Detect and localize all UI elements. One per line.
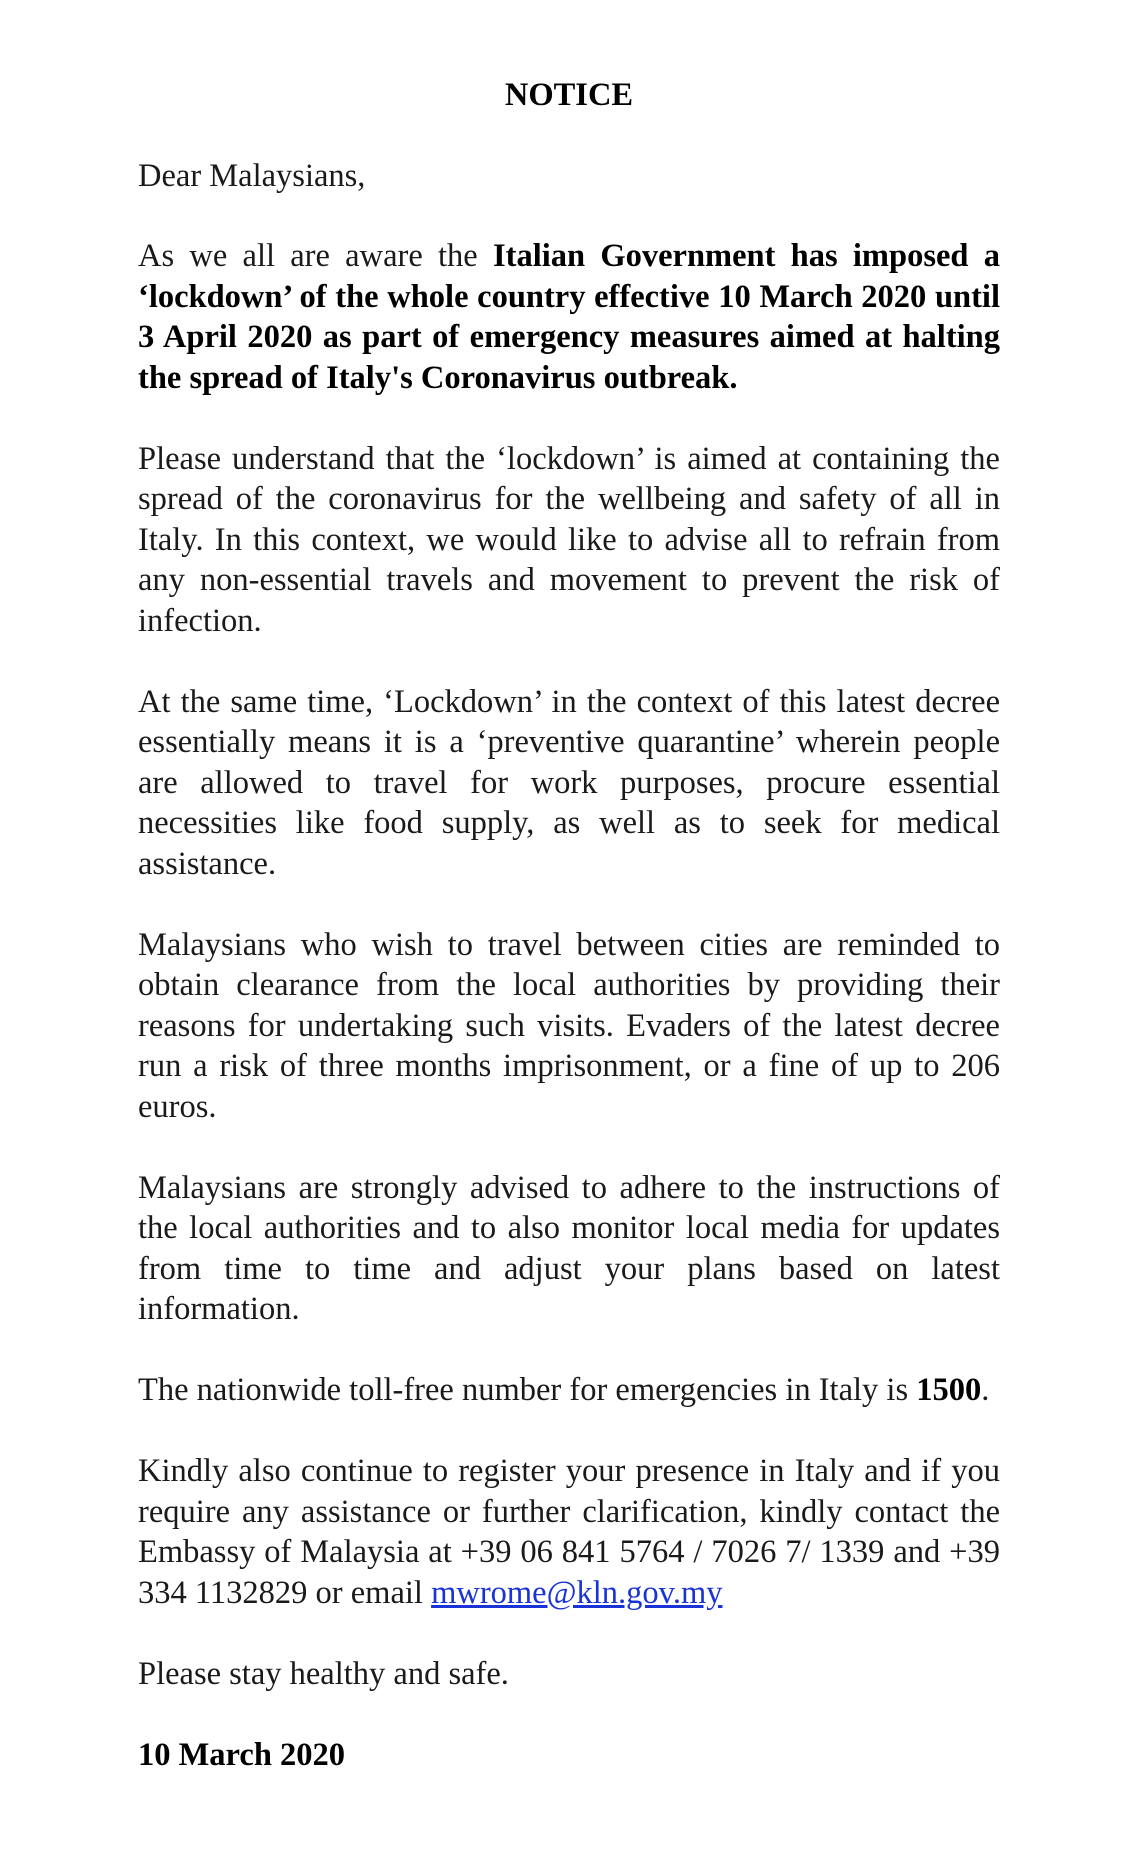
embassy-email-link[interactable]: mwrome@kln.gov.my [431,1574,723,1611]
paragraph-advisory: Please understand that the ‘lockdown’ is aimed at containing the spread of the coronavirus for the wellbeing and safety of all in Italy. In this context, we would like to advise all to refrain from any non-essential travels and movement to prevent the risk of infection. [138,440,1000,639]
notice-date: 10 March 2020 [138,1736,346,1773]
paragraph-emergency-number [138,1370,1000,1411]
notice-title: NOTICE [504,77,634,113]
paragraph-local-authorities: Malaysians are strongly advised to adhere to the instructions of the local authorities and to also monitor local media for updates from time to time and adjust your plans based on latest information. [138,1169,1000,1327]
paragraph-intro-text: As we all are aware the [138,238,493,274]
paragraph-embassy-contact [138,1451,1000,1613]
lockdown-announcement-bold: Italian Government has imposed a ‘lockdown’ of the whole country effective 10 March 2020 until 3 April 2020 as part of emergency measures aimed at halting the spread of Italy's Coronavirus outbreak. [138,238,1000,396]
embassy-contact-text: Kindly also continue to register your presence in Italy and if you require any assistance or further clarification, kindly contact the Embassy of Malaysia at +39 06 841 5764 / 7026 7/ 1339 and +39 334 1132829 or email [138,1453,1000,1611]
closing-line: Please stay healthy and safe. [138,1655,509,1692]
emergency-number-period: . [981,1372,990,1408]
emergency-number-text: The nationwide toll-free number for emergencies in Italy is [138,1372,917,1408]
notice-document [138,75,1000,1775]
paragraph-travel-clearance: Malaysians who wish to travel between cities are reminded to obtain clearance from the local authorities by providing their reasons for undertaking such visits. Evaders of the latest decree run a risk of three months imprisonment, or a fine of up to 206 euros. [138,926,1000,1125]
salutation: Dear Malaysians, [138,157,366,194]
emergency-number: 1500 [916,1372,982,1408]
paragraph-preventive-quarantine: At the same time, ‘Lockdown’ in the context of this latest decree essentially means it is a ‘preventive quarantine’ wherein people are allowed to travel for work purposes, procure essential necessities like food supply, as well as to seek for medical assistance. [138,683,1000,882]
paragraph-lockdown-announcement [138,236,1000,398]
